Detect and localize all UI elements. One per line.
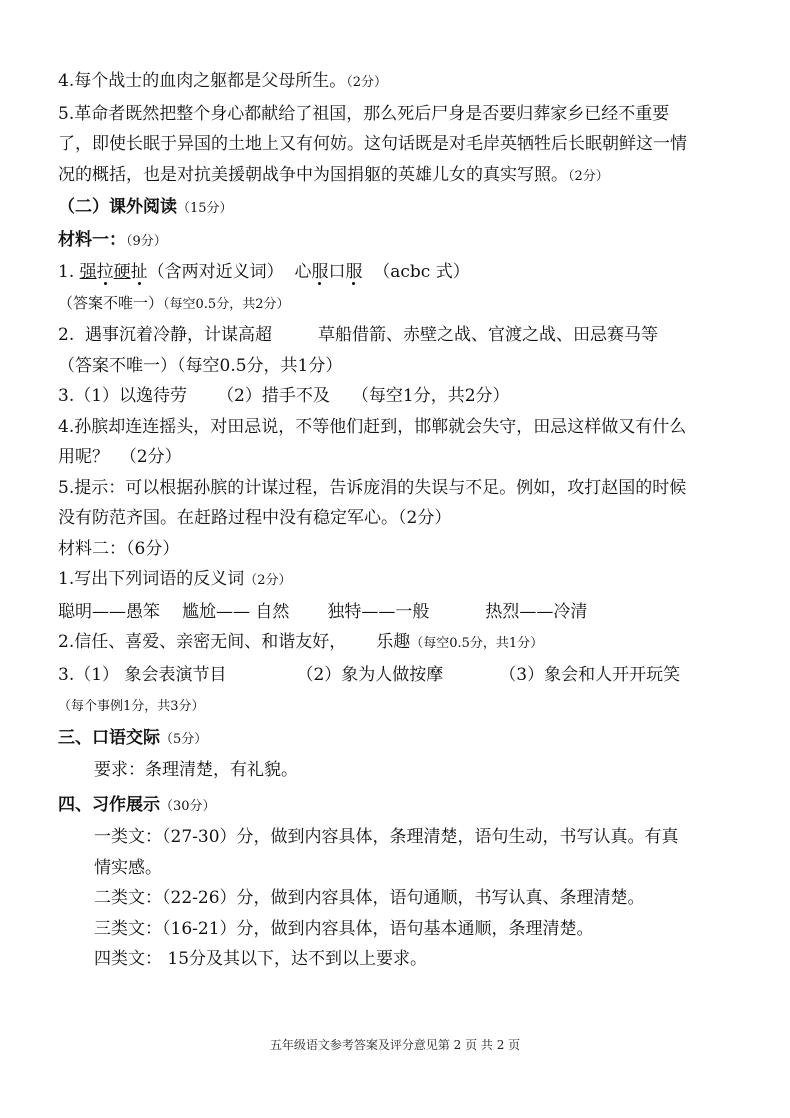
section-score: （15分） bbox=[177, 201, 233, 216]
m1-q5-line-2 bbox=[58, 503, 748, 534]
material-1-score: （9分） bbox=[126, 233, 167, 249]
m1-q4-line-1: 4.孙膑却连连摇头，对田忌说，不等他们赶到，邯郸就会失守，田忌这样做又有什么 bbox=[58, 416, 687, 437]
section-extracurricular-heading bbox=[58, 192, 748, 225]
answer: 2.信任、喜爱、亲密无间、和谐友好， bbox=[58, 632, 347, 652]
underlined-char: 强 bbox=[79, 262, 97, 282]
note: （含两对近义词） bbox=[147, 262, 284, 282]
material-1-title: 材料一： bbox=[58, 229, 126, 250]
item-5-line-2: 了，即使长眠于异国的土地上又有何妨。这句话既是对毛岸英牺牲后长眠朝鲜这一情 bbox=[58, 134, 687, 154]
section-score: （5分） bbox=[160, 731, 208, 747]
answer: （2）象为人做按摩 bbox=[296, 664, 444, 685]
answer: 遇事沉着冷静，计谋高超 bbox=[85, 325, 273, 345]
m1-q2-line-2: （答案不唯一）（每空0.5分，共1分） bbox=[58, 355, 343, 376]
m1-q1-line-2 bbox=[58, 288, 748, 321]
dotted-char: 服 bbox=[345, 262, 363, 282]
section-oral-heading bbox=[58, 723, 748, 756]
answer: 没有防范齐国。在赶路过程中没有稳定军心。 bbox=[58, 508, 398, 528]
section-title: （二）课外阅读 bbox=[58, 197, 177, 217]
material-2-heading bbox=[58, 534, 748, 565]
section-score: （30分） bbox=[160, 798, 216, 814]
m2-q3-score bbox=[58, 690, 748, 723]
m1-q1 bbox=[58, 257, 748, 288]
question: 1.写出下列词语的反义词 bbox=[58, 569, 245, 589]
note: （答案不唯一） bbox=[58, 293, 164, 312]
item-5-text: 况的概括，也是对抗美援朝战争中为国捐躯的英雄儿女的真实写照。 bbox=[58, 164, 568, 185]
page-footer: 五年级语文参考答案及评分意见第 2 页 共 2 页 bbox=[269, 1038, 521, 1052]
dotted-char: 扯 bbox=[130, 262, 148, 282]
oral-requirement: 要求：条理清楚，有礼貌。 bbox=[94, 760, 298, 780]
answer: （1）以逸待劳 bbox=[74, 386, 188, 406]
item-4-score: （2分） bbox=[346, 75, 388, 90]
grade-4: 四类文： 15分及其以下，达不到以上要求。 bbox=[94, 949, 428, 969]
note: （acbc 式） bbox=[373, 262, 470, 282]
m1-q2 bbox=[58, 320, 748, 351]
q-number: 3. bbox=[58, 386, 75, 406]
antonym-pair: 聪明——愚笨 bbox=[58, 601, 160, 622]
grade-1-line-1: 一类文：（27-30）分，做到内容具体，条理清楚，语句生动，书写认真。有真 bbox=[94, 827, 679, 847]
item-4 bbox=[58, 66, 748, 99]
dotted-char: 拉 bbox=[96, 262, 114, 282]
m1-q4-line-2 bbox=[58, 442, 748, 473]
answer: （3）象会和人开开玩笑 bbox=[499, 664, 681, 685]
answer: 乐趣 bbox=[376, 632, 411, 652]
score: （2分） bbox=[398, 508, 452, 528]
m2-q2 bbox=[58, 627, 748, 660]
q-number: 3. bbox=[58, 664, 75, 685]
material-2-title: 材料二： bbox=[58, 538, 126, 559]
dotted-char: 服 bbox=[311, 262, 329, 282]
char: 心 bbox=[294, 262, 312, 282]
antonym-pair: 独特——一般 bbox=[327, 601, 430, 622]
m2-q1-antonyms bbox=[58, 597, 748, 628]
answer: 草船借箭、赤壁之战、官渡之战、田忌赛马等 bbox=[318, 325, 659, 345]
score: （每空0.5分，共2分） bbox=[163, 296, 290, 312]
section-writing-heading bbox=[58, 790, 748, 823]
grade-1-line-2: 情实感。 bbox=[94, 857, 162, 878]
m2-q1 bbox=[58, 564, 748, 597]
m2-q3 bbox=[58, 660, 748, 691]
underlined-char: 硬 bbox=[113, 262, 131, 282]
score: （每空1分，共2分） bbox=[351, 386, 510, 406]
item-5-line-1: 5.革命者既然把整个身心都献给了祖国，那么死后尸身是否要归葬家乡已经不重要 bbox=[58, 103, 670, 124]
score: （每个事例1分，共3分） bbox=[58, 699, 205, 714]
item-5-line-3 bbox=[58, 160, 748, 193]
q-number: 2. bbox=[58, 325, 80, 345]
material-2-score: （6分） bbox=[126, 538, 180, 559]
antonym-pair: 热烈——冷清 bbox=[485, 601, 588, 622]
grade-3: 三类文：（16-21）分，做到内容具体，语句基本通顺，条理清楚。 bbox=[94, 918, 594, 939]
answer: （1） 象会表演节目 bbox=[74, 664, 227, 685]
m1-q3 bbox=[58, 381, 748, 412]
answer: （2）措手不及 bbox=[217, 386, 330, 406]
grade-2: 二类文：（22-26）分，做到内容具体，语句通顺，书写认真、条理清楚。 bbox=[94, 888, 645, 908]
q-number: 1. bbox=[58, 262, 80, 282]
score: （每空0.5分，共1分） bbox=[410, 636, 544, 651]
antonym-pair: 尴尬—— 自然 bbox=[182, 601, 290, 622]
m1-q5-line-1: 5.提示：可以根据孙膑的计谋过程，告诉庞涓的失误与不足。例如，攻打赵国的时候 bbox=[58, 477, 687, 498]
answer: 用呢？ bbox=[58, 447, 109, 467]
section-title: 三、口语交际 bbox=[58, 727, 160, 748]
score: （2分） bbox=[244, 573, 292, 588]
score: （2分） bbox=[119, 447, 182, 467]
material-1-heading bbox=[58, 225, 748, 258]
item-4-text: 4.每个战士的血肉之躯都是父母所生。 bbox=[58, 71, 347, 91]
section-title: 四、习作展示 bbox=[58, 794, 160, 815]
char: 口 bbox=[328, 262, 346, 282]
item-5-score: （2分） bbox=[568, 168, 609, 184]
answer-key-page bbox=[58, 66, 748, 975]
